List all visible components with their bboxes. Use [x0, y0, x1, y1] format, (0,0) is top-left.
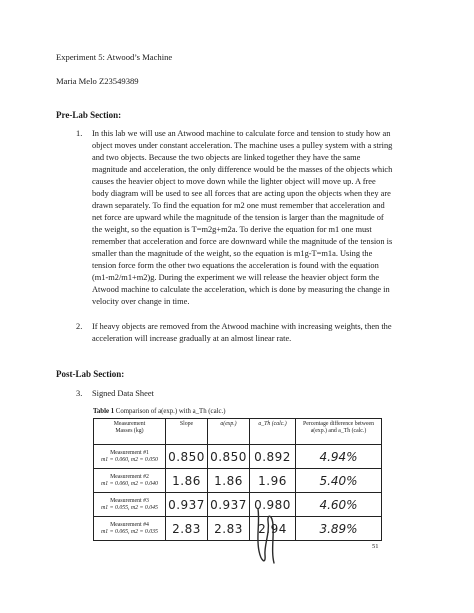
item-1-line: Atwood machine to calculate the acceleration, which is done by measuring the change in — [92, 285, 390, 294]
slope-value: 0.850 — [166, 445, 208, 469]
signature-mark — [252, 503, 282, 571]
measurement-masses: m1 = 0.065, m2 = 0.035 — [101, 528, 158, 535]
table-caption — [93, 408, 225, 415]
percent-difference-value: 4.94% — [296, 445, 382, 469]
item-2-line: acceleration will increase gradually at an almost linear rate. — [92, 334, 292, 343]
item-2-number: 2. — [76, 322, 83, 331]
table-caption-label: Table 1 — [93, 408, 115, 415]
a-exp-value: 0.850 — [208, 445, 250, 469]
author-line: Maria Melo Z23549389 — [56, 76, 139, 86]
item-1-number: 1. — [76, 129, 83, 138]
document-title: Experiment 5: Atwood’s Machine — [56, 52, 173, 62]
a-th-value: 2.94 — [250, 517, 296, 541]
table-row — [94, 445, 382, 469]
postlab-heading: Post-Lab Section: — [56, 369, 125, 379]
item-3-text: Signed Data Sheet — [92, 389, 154, 398]
table-row — [94, 493, 382, 517]
item-1-line: object moves under constant acceleration. The machine uses a pulley system with a string — [92, 141, 393, 150]
measurement-label: Measurement #1 — [110, 449, 149, 456]
measurement-masses: m1 = 0.055, m2 = 0.045 — [101, 504, 158, 511]
item-1-line: velocity over change in time. — [92, 297, 190, 306]
percent-difference-value: 3.89% — [296, 517, 382, 541]
a-th-value: 1.96 — [250, 469, 296, 493]
measurement-label: Measurement #3 — [110, 497, 149, 504]
row-label-cell — [94, 517, 166, 541]
slope-value: 1.86 — [166, 469, 208, 493]
item-1-line: body diagram will be used to see all forces that are acting upon the objects when they are — [92, 189, 391, 198]
item-1-paragraph — [92, 128, 422, 308]
item-1-line: the weight, so the equation is T=m2g+m2a. To derive the equation for m1 one must — [92, 225, 372, 234]
page-number: 51 — [372, 543, 379, 550]
measurement-label: Measurement #4 — [110, 521, 149, 528]
item-1-line: magnitude and acceleration, the only difference would be the masses of the objects which — [92, 165, 393, 174]
a-exp-value: 1.86 — [208, 469, 250, 493]
measurement-masses: m1 = 0.060, m2 = 0.050 — [101, 456, 158, 463]
item-1-line: tension force form the other two equations the acceleration is found with the equation — [92, 261, 379, 270]
prelab-heading: Pre-Lab Section: — [56, 110, 122, 120]
item-2-paragraph — [92, 321, 422, 345]
a-th-value: 0.980 — [250, 493, 296, 517]
table-caption-text: Comparison of a(exp.) with a_Th (calc.) — [115, 408, 226, 415]
item-1-line: remember that acceleration and force are downward while the magnitude of the tension is — [92, 237, 393, 246]
header-measurement: Measurement Masses (kg) — [94, 419, 166, 445]
percent-difference-value: 4.60% — [296, 493, 382, 517]
row-label-cell — [94, 445, 166, 469]
percent-difference-value: 5.40% — [296, 469, 382, 493]
item-1-line: drawn separately. To find the equation for m2 one must remember that acceleration and — [92, 201, 385, 210]
item-1-line: In this lab we will use an Atwood machine to calculate force and tension to study how an — [92, 129, 391, 138]
table-row — [94, 469, 382, 493]
header-percent-difference: Percentage difference between a(exp.) and a_Th (calc.) — [296, 419, 382, 445]
item-2-line: If heavy objects are removed from the Atwood machine with increasing weights, then the — [92, 322, 392, 331]
measurement-label: Measurement #2 — [110, 473, 149, 480]
row-label-cell — [94, 493, 166, 517]
table-header-row — [94, 419, 382, 445]
header-slope: Slope — [166, 419, 208, 445]
item-1-line: smaller than the magnitude of the weight, so the equation is m1g-T=m1a. Using the — [92, 249, 373, 258]
a-exp-value: 0.937 — [208, 493, 250, 517]
item-3-number: 3. — [76, 389, 83, 398]
table-row — [94, 517, 382, 541]
a-th-value: 0.892 — [250, 445, 296, 469]
item-1-line: causes the heavier object to move down while the lighter object will move up. A free — [92, 177, 376, 186]
item-1-line: and two objects. Because the two objects are linked together they have the same — [92, 153, 361, 162]
header-a-exp: a(exp.) — [208, 419, 250, 445]
row-label-cell — [94, 469, 166, 493]
item-1-line: (m1-m2/m1+m2)g. During the experiment we will release the heavier object form the — [92, 273, 380, 282]
item-1-line: net force are upward while the magnitude of the tension is larger than the magnitude of — [92, 213, 384, 222]
slope-value: 2.83 — [166, 517, 208, 541]
measurement-masses: m1 = 0.060, m2 = 0.040 — [101, 480, 158, 487]
header-a-th: a_Th (calc.) — [250, 419, 296, 445]
slope-value: 0.937 — [166, 493, 208, 517]
a-exp-value: 2.83 — [208, 517, 250, 541]
comparison-table — [93, 418, 382, 541]
